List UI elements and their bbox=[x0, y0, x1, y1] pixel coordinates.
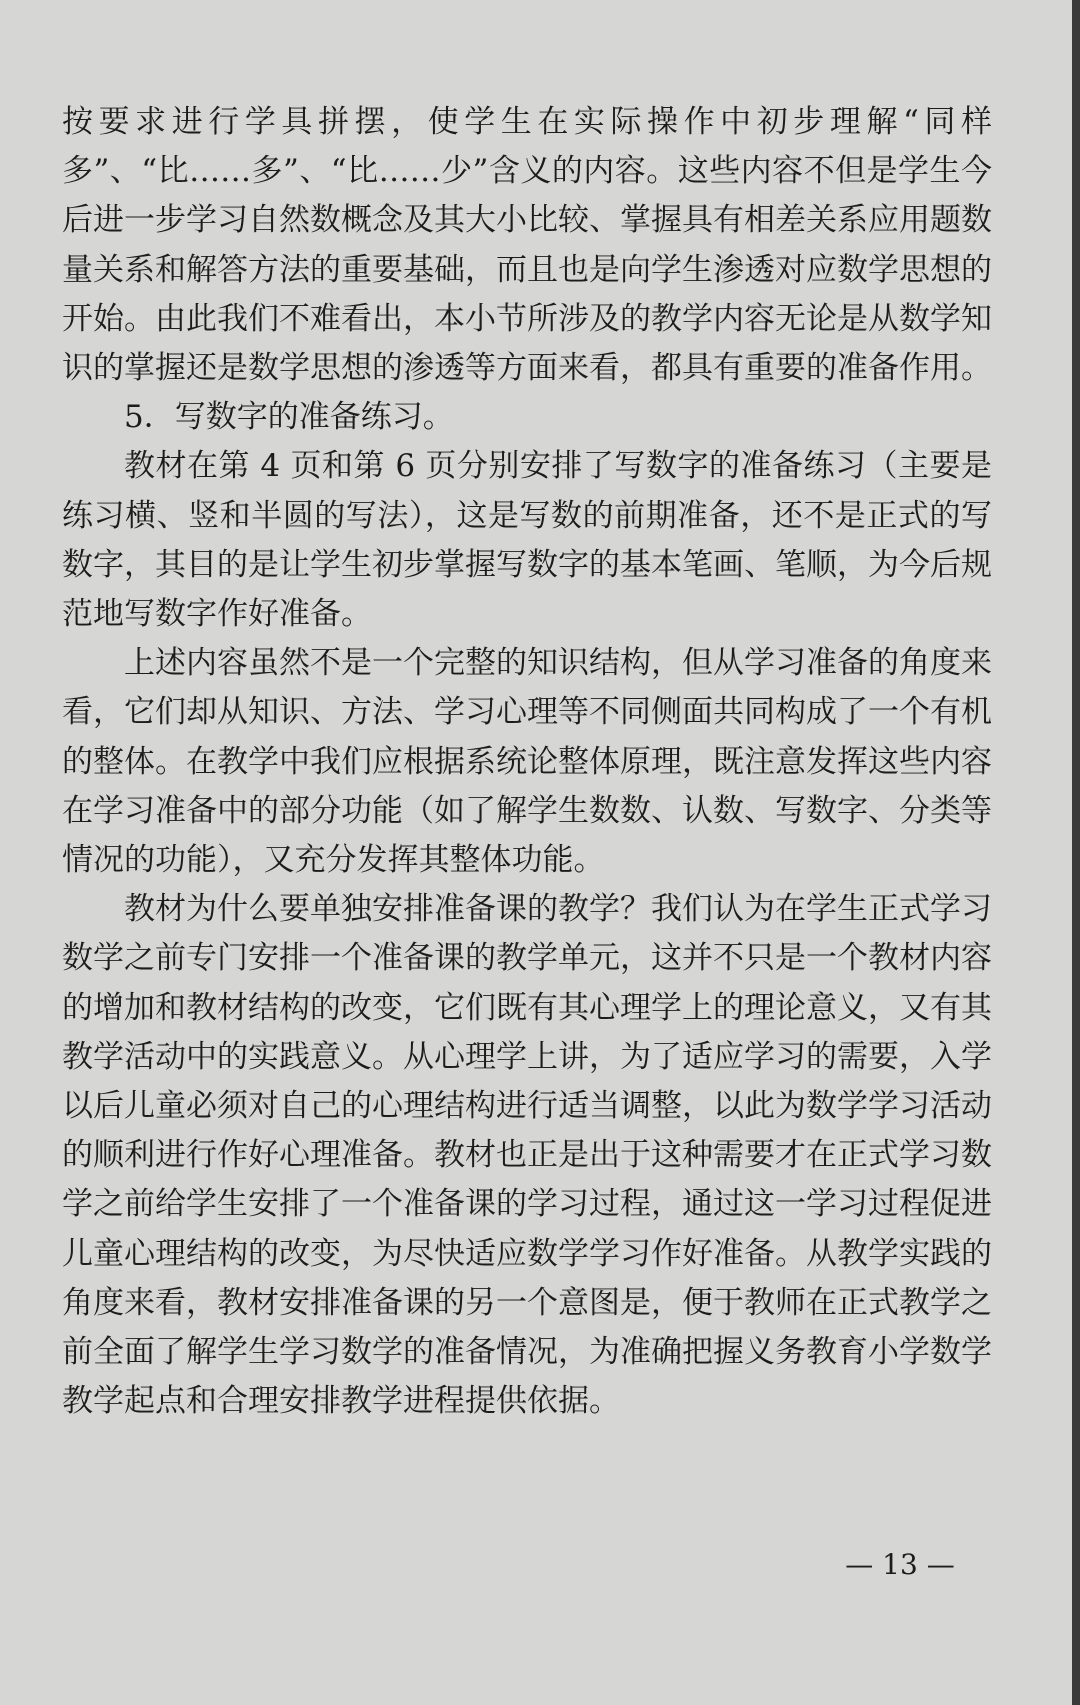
scan-edge bbox=[1072, 0, 1080, 1705]
page-number: — 13 — bbox=[845, 1548, 955, 1581]
paragraph-1: 按要求进行学具拼摆，使学生在实际操作中初步理解“同样多”、“比……多”、“比……少”含义的内容。这些内容不但是学生今后进一步学习自然数概念及其大小比较、掌握具有相差关系应用题数量关系和解答方法的重要基础，而且也是向学生渗透对应数学思想的开始。由此我们不难看出，本小节所涉及的教学内容无论是从数学知识的掌握还是数学思想的渗透等方面来看，都具有重要的准备作用。 bbox=[62, 104, 992, 387]
paragraph-3: 教材在第 4 页和第 6 页分别安排了写数字的准备练习（主要是练习横、竖和半圆的写法），这是写数的前期准备，还不是正式的写数字，其目的是让学生初步掌握写数字的基本笔画、笔顺，为今后规范地写数字作好准备。 bbox=[62, 448, 992, 633]
body-text bbox=[62, 98, 992, 1426]
paragraph-5: 教材为什么要单独安排准备课的教学？我们认为在学生正式学习数学之前专门安排一个准备课的教学单元，这并不只是一个教材内容的增加和教材结构的改变，它们既有其心理学上的理论意义，又有其教学活动中的实践意义。从心理学上讲，为了适应学习的需要，入学以后儿童必须对自己的心理结构进行适当调整，以此为数学学习活动的顺利进行作好心理准备。教材也正是出于这种需要才在正式学习数学之前给学生安排了一个准备课的学习过程，通过这一学习过程促进儿童心理结构的改变，为尽快适应数学学习作好准备。从教学实践的角度来看，教材安排准备课的另一个意图是，便于教师在正式教学之前全面了解学生学习数学的准备情况，为准确把握义务教育小学数学教学起点和合理安排教学进程提供依据。 bbox=[62, 891, 992, 1420]
paragraph-4: 上述内容虽然不是一个完整的知识结构，但从学习准备的角度来看，它们却从知识、方法、学习心理等不同侧面共同构成了一个有机的整体。在教学中我们应根据系统论整体原理，既注意发挥这些内容在学习准备中的部分功能（如了解学生数数、认数、写数字、分类等情况的功能），又充分发挥其整体功能。 bbox=[62, 645, 992, 879]
paragraph-2-heading: 5．写数字的准备练习。 bbox=[124, 399, 454, 436]
